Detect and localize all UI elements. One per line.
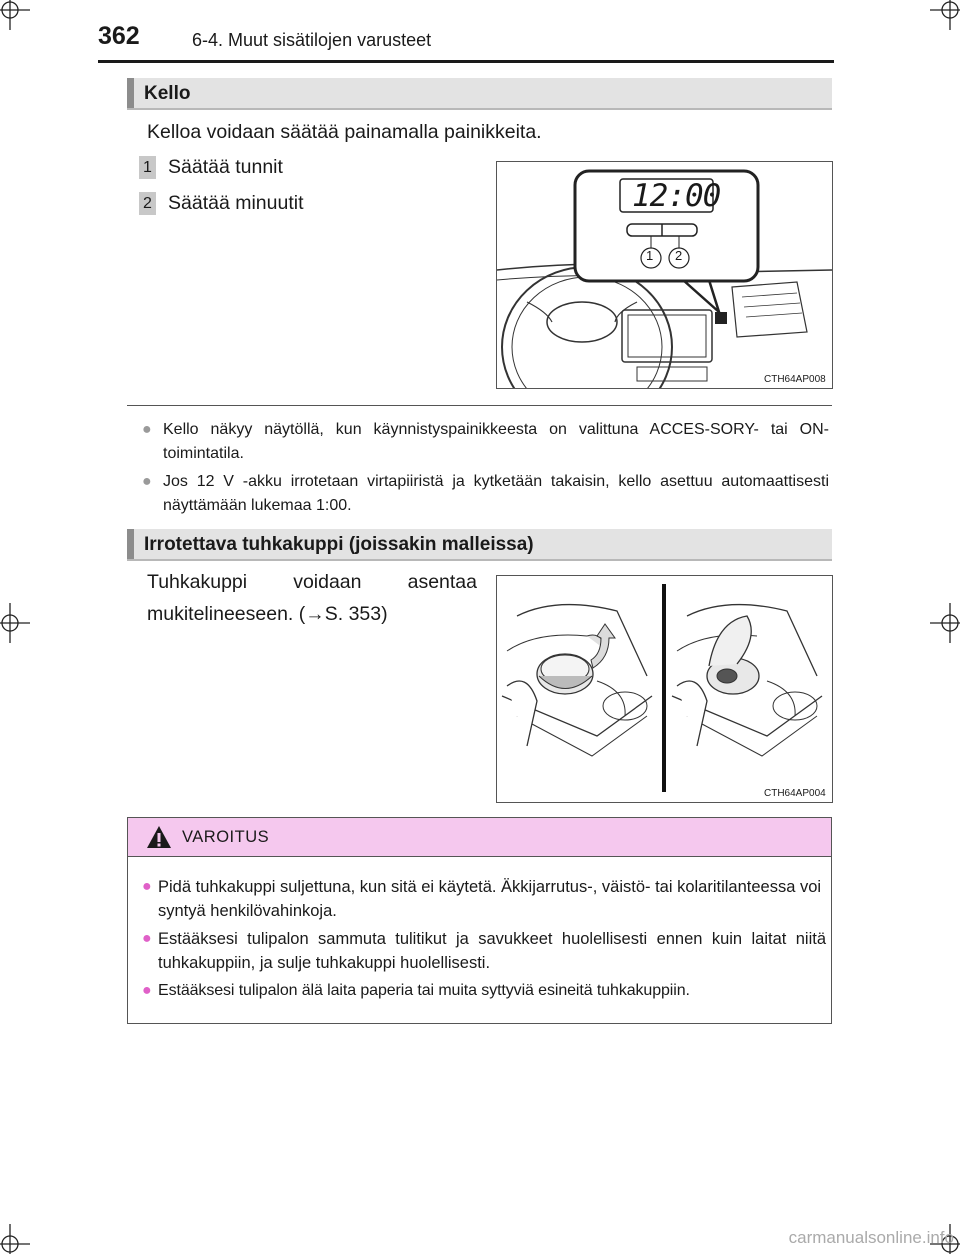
step-text-1: Säätää tunnit	[168, 156, 283, 178]
bullet-icon: ●	[142, 878, 152, 895]
section-header-clock	[127, 78, 832, 110]
figure-code-clock: CTH64AP008	[764, 374, 826, 385]
section-title-ashtray: Irrotettava tuhkakuppi (joissakin malleissa)	[144, 534, 534, 555]
bullet-icon: ●	[142, 421, 152, 438]
section-header-ashtray	[127, 529, 832, 561]
warning-text-3: Estääksesi tulipalon älä laita paperia tai muita syttyviä esineitä tuhkakuppiin.	[158, 982, 690, 999]
warning-label: VAROITUS	[182, 828, 270, 846]
chapter-title: 6-4. Muut sisätilojen varusteet	[192, 30, 432, 50]
clock-intro: Kelloa voidaan säätää painamalla painikkeita.	[147, 121, 542, 143]
note-text-2: Jos 12 V -akku irrotetaan virtapiiristä ja kytketään takaisin, kello asettuu automaattisesti näyttämään lukemaa 1:00.	[163, 473, 829, 514]
section-divider	[127, 405, 832, 406]
crop-mark-top-left	[0, 0, 40, 40]
callout-2: 2	[675, 248, 683, 263]
step-item-2	[139, 192, 304, 215]
ashtray-text-line-2: mukitelineeseen. (→S. 353)	[147, 603, 388, 625]
crop-mark-bottom-left	[0, 1214, 40, 1254]
page-number: 362	[98, 22, 140, 50]
header-rule	[98, 60, 834, 63]
step-number-2: 2	[139, 192, 156, 215]
section-title-clock: Kello	[144, 83, 191, 104]
warning-box	[127, 817, 832, 1024]
warning-text-2: Estääksesi tulipalon sammuta tulitikut ja savukkeet huolellisesti ennen kuin laitat niitä tuhkakuppiin, ja sulje tuhkakuppi huolellisesti.	[158, 930, 826, 972]
ashtray-text-line-1: Tuhkakuppi voidaan asentaa	[147, 571, 477, 593]
warning-triangle-icon	[146, 824, 172, 850]
bullet-icon: ●	[142, 473, 152, 490]
note-item-1	[142, 418, 829, 466]
crop-mark-mid-left	[0, 603, 40, 643]
callout-1: 1	[646, 248, 654, 263]
clock-illustration	[496, 161, 833, 389]
warning-header	[128, 818, 831, 857]
ashtray-drawing	[497, 576, 832, 802]
watermark: carmanualsonline.info	[788, 1228, 954, 1247]
warning-item-2	[142, 927, 826, 975]
crop-mark-top-right	[920, 0, 960, 40]
step-number-1: 1	[139, 156, 156, 179]
bullet-icon: ●	[142, 930, 152, 947]
section-accent	[127, 78, 134, 108]
bullet-icon: ●	[142, 982, 152, 999]
step-item-1	[139, 156, 283, 179]
crop-mark-mid-right	[920, 603, 960, 643]
clock-display-time: 12:00	[632, 178, 721, 214]
warning-text-1: Pidä tuhkakuppi suljettuna, kun sitä ei käytetä. Äkkijarrutus-, väistö- tai kolaritilanteessa voi syntyä henkilövahinkoja.	[158, 878, 822, 920]
ashtray-illustration	[496, 575, 833, 803]
warning-item-3	[142, 979, 826, 1003]
note-item-2	[142, 470, 829, 518]
note-text-1: Kello näkyy näytöllä, kun käynnistyspainikkeesta on valittuna ACCES-SORY- tai ON-toimintatila.	[163, 421, 829, 462]
figure-code-ashtray: CTH64AP004	[764, 788, 826, 799]
warning-item-1	[142, 875, 826, 923]
step-text-2: Säätää minuutit	[168, 192, 304, 214]
section-accent	[127, 529, 134, 559]
